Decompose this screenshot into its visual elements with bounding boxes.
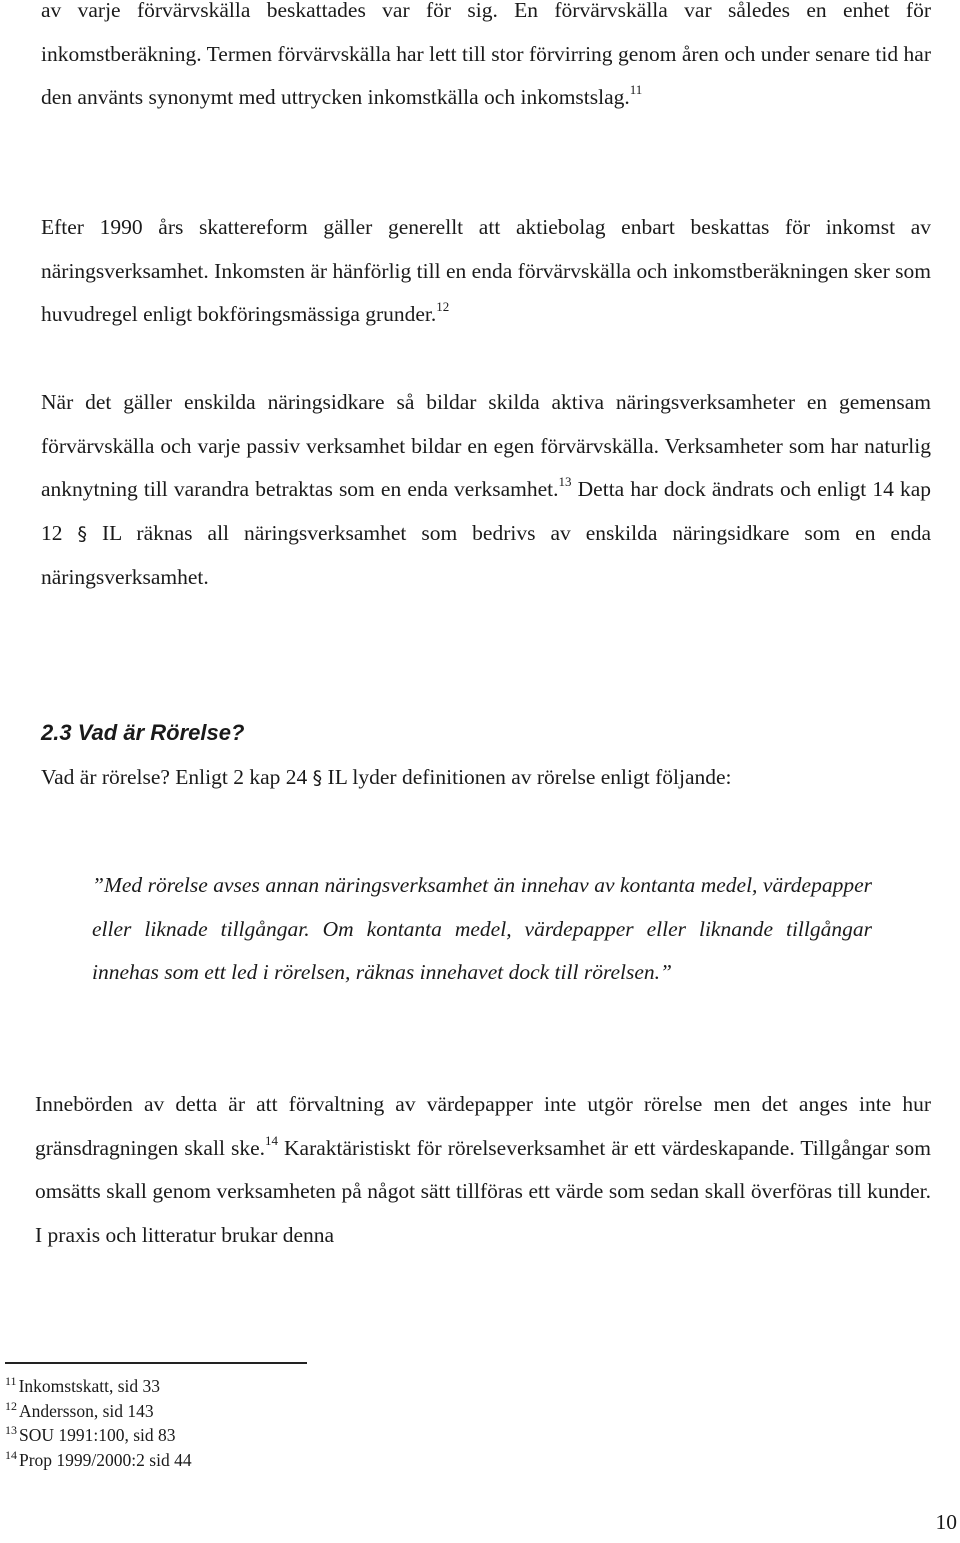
footnote-text: Inkomstskatt, sid 33: [18, 1376, 161, 1396]
footnote-ref-14[interactable]: 14: [264, 1132, 278, 1148]
footnote-divider: [5, 1362, 307, 1364]
footnote-ref-12[interactable]: 12: [436, 299, 450, 315]
paragraph-text: IL lyder definitionen av rörelse enligt följande:: [322, 765, 732, 789]
footnote-number: 14: [5, 1447, 17, 1462]
footnote-number: 13: [5, 1423, 17, 1437]
footnote-item: [5, 1374, 192, 1399]
section-sign: §: [77, 522, 87, 545]
footnote-number: 11: [5, 1374, 17, 1388]
paragraph-enskilda-naringsidkare: [41, 381, 931, 600]
footnote-list: [5, 1374, 192, 1472]
footnote-ref-13[interactable]: 13: [558, 474, 572, 490]
footnote-item: [5, 1448, 192, 1473]
legal-quote: ”Med rörelse avses annan näringsverksamhet än innehav av kontanta medel, värdepapper eller liknade tillgångar. Om kontanta medel, värdepapper eller liknande tillgångar innehas som ett led i rörelsen, räknas innehavet dock till rörelsen.”: [92, 873, 872, 985]
footnote-item: [5, 1399, 192, 1424]
page-number: 10: [935, 1510, 957, 1534]
paragraph-text: Innebörden av detta är att förvaltning av värdepapper inte utgör rörelse men det anges inte hur gränsdragningen skall ske.: [35, 1092, 931, 1160]
paragraph-skattereform: [41, 206, 931, 337]
footnote-number: 12: [5, 1398, 17, 1413]
section-sign: §: [312, 767, 323, 789]
paragraph-text: Detta har dock ändrats och enligt 14 kap 12: [41, 477, 931, 545]
footnote-text: SOU 1991:100, sid 83: [19, 1425, 176, 1445]
paragraph-text: När det gäller enskilda näringsidkare så bildar skilda aktiva näringsverksamheter en gemensam förvärvskälla och varje passiv verksamhet bildar en egen förvärvskälla. Verksamheter som har naturlig anknytning till varandra betraktas som en enda verksamhet.: [41, 390, 931, 502]
paragraph-text: Vad är rörelse? Enligt 2 kap 24: [41, 765, 313, 789]
footnote-ref-11[interactable]: 11: [629, 82, 643, 98]
paragraph-forvarvskalla: [41, 0, 931, 120]
paragraph-text: Karaktäristiskt för rörelseverksamhet är ett värdeskapande. Tillgångar som omsätts skall genom verksamheten på något sätt tillföras ett värde som sedan skall överföras till kunder. I praxis och litteratur brukar denna: [35, 1135, 931, 1247]
paragraph-text: av varje förvärvskälla beskattades var för sig. En förvärvskälla var således en enhet för inkomstberäkning. Termen förvärvskälla har lett till stor förvirring genom åren och under senare tid har den använts synonymt med uttrycken inkomstkälla och inkomstslag.: [41, 0, 931, 110]
paragraph-text: Efter 1990 års skattereform gäller generellt att aktiebolag enbart beskattas för inkomst av näringsverksamhet. Inkomsten är hänförlig till en enda förvärvskälla och inkomstberäkningen sker som huvudregel enligt bokföringsmässiga grunder.: [41, 215, 931, 327]
section-heading: 2.3 Vad är Rörelse?: [41, 720, 245, 745]
footnote-text: Andersson, sid 143: [19, 1400, 154, 1421]
paragraph-definition-intro: [41, 756, 931, 801]
footnote-text: Prop 1999/2000:2 sid 44: [19, 1449, 192, 1470]
footnote-item: [5, 1423, 192, 1448]
paragraph-innebord: [35, 1083, 931, 1257]
paragraph-text: IL räknas all näringsverksamhet som bedrivs av enskilda näringsidkare som en enda näringsverksamhet.: [41, 520, 932, 590]
